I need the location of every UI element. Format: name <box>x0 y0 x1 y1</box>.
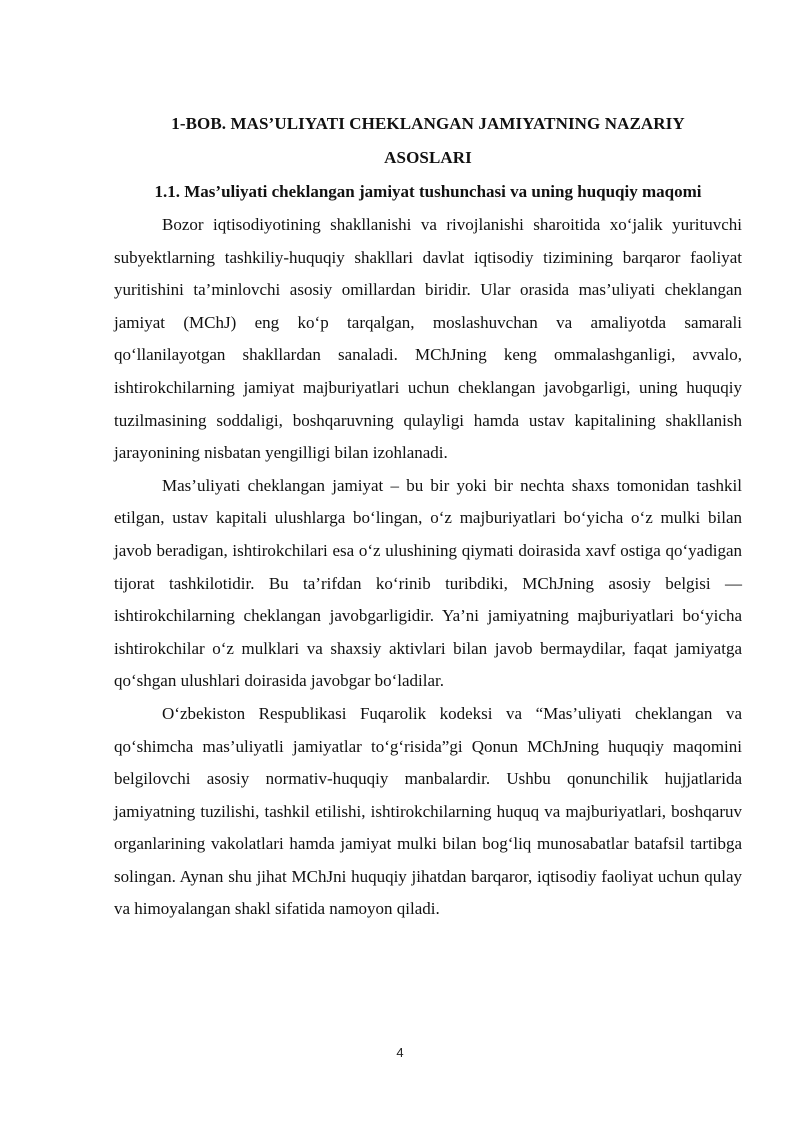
page-content <box>114 107 742 926</box>
body-paragraph-3: O‘zbekiston Respublikasi Fuqarolik kodeksi va “Mas’uliyati cheklangan va qo‘shimcha mas’uliyatli jamiyatlar to‘g‘risida”gi Qonun MChJning huquqiy maqomini belgilovchi asosiy normativ-huquqiy manbalardir. Ushbu qonunchilik hujjatlarida jamiyatning tuzilishi, tashkil etilishi, ishtirokchilarning huquq va majburiyatlari, boshqaruv organlarining vakolatlari hamda jamiyat mulki bilan bog‘liq munosabatlar batafsil tartibga solingan. Aynan shu jihat MChJni huquqiy jihatdan barqaror, iqtisodiy faoliyat uchun qulay va himoyalangan shakl sifatida namoyon qiladi. <box>114 703 742 919</box>
page-number: 4 <box>396 1045 404 1060</box>
section-title: 1.1. Mas’uliyati cheklangan jamiyat tushunchasi va uning huquqiy maqomi <box>154 182 702 201</box>
body-paragraph-2: Mas’uliyati cheklangan jamiyat – bu bir yoki bir nechta shaxs tomonidan tashkil etilgan, ustav kapitali ulushlarga bo‘lingan, o‘z majburiyatlari bo‘yicha o‘z mulki bilan javob beradigan, ishtirokchilari esa o‘z ulushining qiymati doirasida xavf ostiga qo‘yadigan tijorat tashkilotidir. Bu ta’rifdan ko‘rinib turibdiki, MChJning asosiy belgisi — ishtirokchilarning cheklangan javobgarligidir. Ya’ni jamiyatning majburiyatlari bo‘yicha ishtirokchilar o‘z mulklari va shaxsiy aktivlari bilan javob bermaydilar, faqat jamiyatga qo‘shgan ulushlari doirasida javobgar bo‘ladilar. <box>114 475 742 691</box>
body-paragraph-1: Bozor iqtisodiyotining shakllanishi va rivojlanishi sharoitida xo‘jalik yurituvchi subyektlarning tashkiliy-huquqiy shakllari davlat iqtisodiy tizimining barqaror faoliyat yuritishini ta’minlovchi asosiy omillardan biridir. Ular orasida mas’uliyati cheklangan jamiyat (MChJ) eng ko‘p tarqalgan, moslashuvchan va amaliyotda samarali qo‘llanilayotgan shakllardan sanaladi. MChJning keng ommalashganligi, avvalo, ishtirokchilarning jamiyat majburiyatlari uchun cheklangan javobgarligi, uning huquqiy tuzilmasining soddaligi, boshqaruvning qulayligi hamda ustav kapitalining shakllanish jarayonining nisbatan yengilligi bilan izohlanadi. <box>114 215 742 463</box>
chapter-title-line-1: 1-BOB. MAS’ULIYATI CHEKLANGAN JAMIYATNING NAZARIY <box>171 114 685 133</box>
chapter-title-line-2: ASOSLARI <box>384 148 472 167</box>
chapter-title <box>114 107 742 175</box>
